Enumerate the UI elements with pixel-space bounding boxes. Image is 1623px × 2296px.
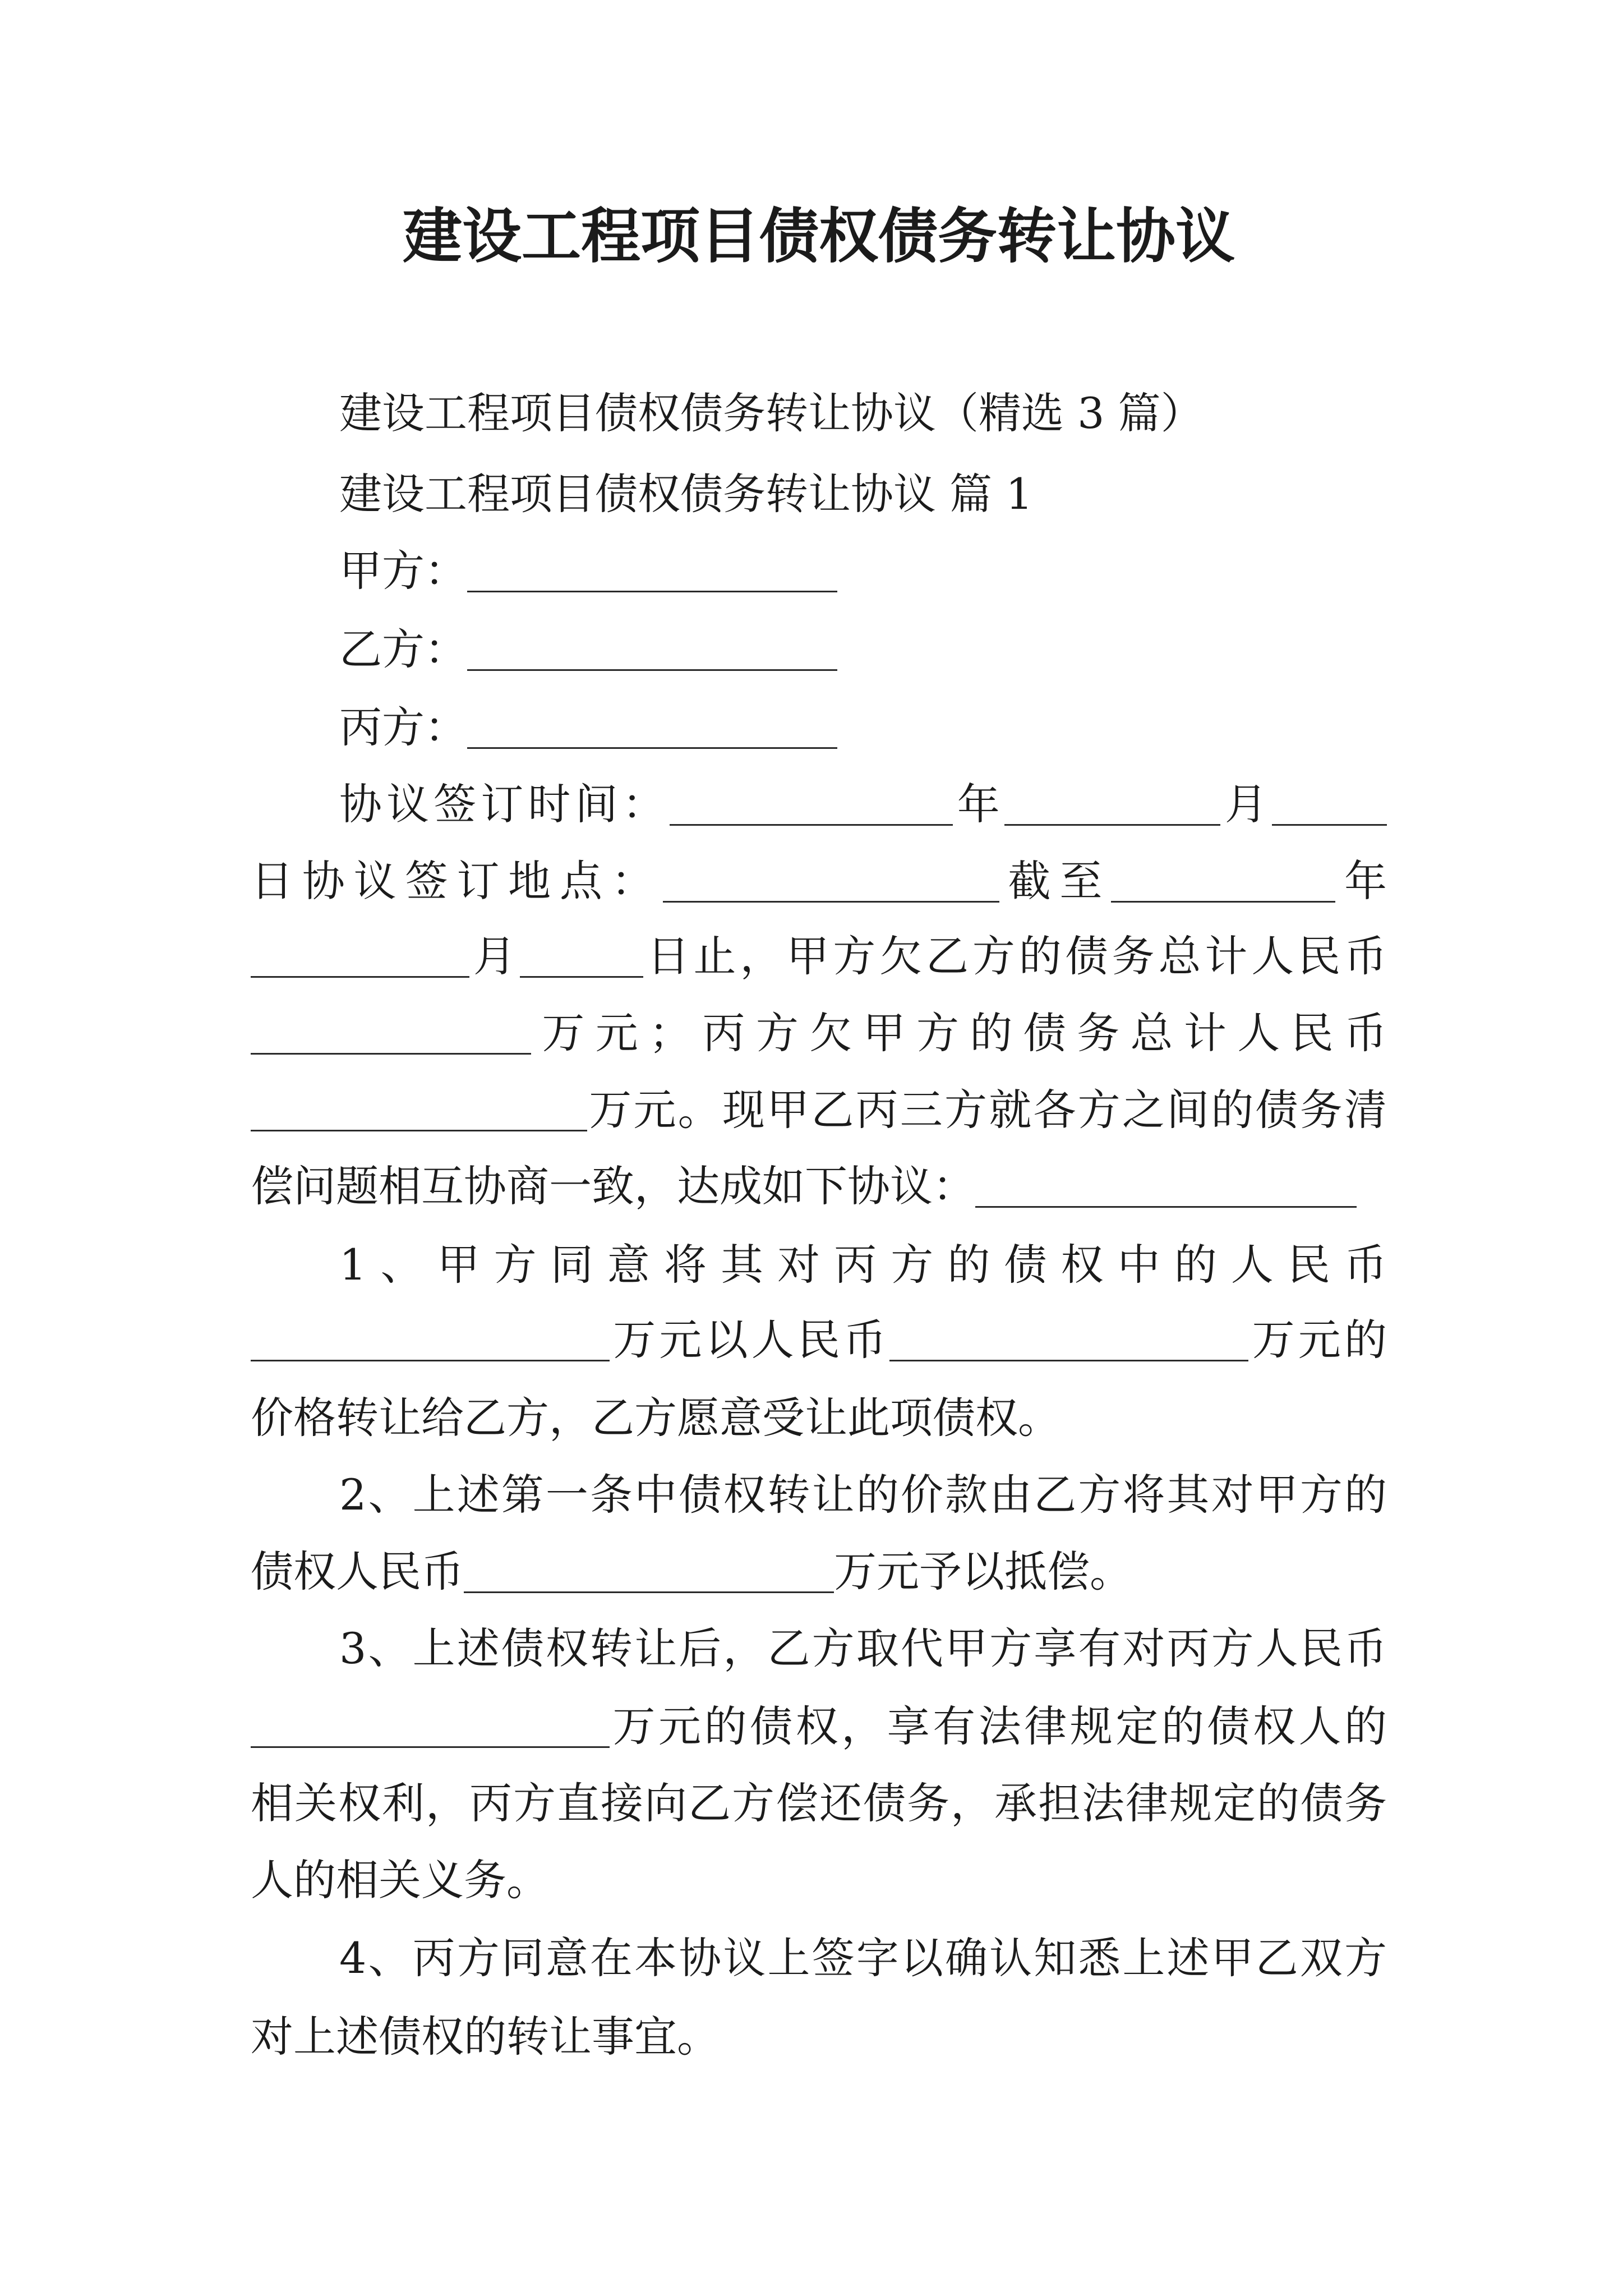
document-title: 建设工程项目债权债务转让协议 — [403, 201, 1235, 271]
debt-c-a-line — [251, 1005, 1387, 1061]
as-of-day-blank — [520, 937, 643, 978]
clause-3-line-2 — [251, 1699, 1387, 1755]
year-label: 年 — [952, 779, 1004, 829]
clause-1-price-blank — [889, 1320, 1248, 1361]
consensus-text-1: 万元。现甲乙丙三方就各方之间的债务清 — [587, 1085, 1387, 1135]
clause-2-line-1: 2、上述第一条中债权转让的价款由乙方将其对甲方的 — [339, 1470, 1387, 1520]
sign-time-line — [251, 776, 1387, 832]
clause-4-line-2: 对上述债权的转让事宜。 — [251, 2012, 720, 2062]
sign-day-blank — [1272, 785, 1387, 826]
clause-2-text-3: 万元予以抵偿。 — [834, 1547, 1132, 1596]
party-a-line — [251, 543, 1387, 599]
debt-a-to-b-amount-blank — [251, 1014, 531, 1055]
party-a-blank — [467, 551, 837, 592]
clause-1-text-2: 万元以人民币 — [610, 1315, 890, 1365]
clause-1-line-2 — [251, 1312, 1387, 1368]
consensus-text-2: 偿问题相互协商一致，达成如下协议： — [251, 1161, 975, 1211]
month-label: 月 — [1220, 779, 1272, 829]
clause-2-line-2 — [251, 1544, 1387, 1600]
sign-time-label: 协议签订时间： — [339, 779, 670, 829]
clause-1-claim-amount-blank — [251, 1320, 610, 1361]
party-c-blank — [467, 708, 837, 749]
sign-month-blank — [1004, 785, 1220, 826]
party-c-line — [251, 700, 1387, 756]
agreement-blank — [975, 1167, 1357, 1208]
sign-year-blank — [670, 785, 953, 826]
clause-3-line-4: 人的相关义务。 — [251, 1855, 549, 1905]
clause-3-text-2: 万元的债权，享有法律规定的债权人的 — [610, 1701, 1387, 1751]
as-of-label: 截至 — [999, 856, 1112, 906]
collection-title: 建设工程项目债权债务转让协议（精选 3 篇） — [339, 388, 1204, 438]
as-of-month-blank — [251, 937, 469, 978]
clause-3-line-3: 相关权利，丙方直接向乙方偿还债务，承担法律规定的债务 — [251, 1778, 1387, 1828]
consensus-line-1 — [251, 1082, 1387, 1138]
sign-place-line — [251, 853, 1387, 909]
clause-2-text-2: 债权人民币 — [251, 1547, 464, 1596]
clause-1-text-3: 万元的 — [1248, 1315, 1387, 1365]
debt-c-to-a-amount-blank — [251, 1091, 587, 1131]
clause-1-line-3: 价格转让给乙方，乙方愿意受让此项债权。 — [251, 1393, 1061, 1443]
day-and-place-label: 日协议签订地点： — [251, 856, 663, 906]
debt-a-to-b-text: 日止，甲方欠乙方的债务总计人民币 — [643, 931, 1387, 981]
party-c-label: 丙方： — [339, 702, 467, 752]
party-a-label: 甲方： — [339, 546, 467, 596]
clause-1-line-1: 1、甲方同意将其对丙方的债权中的人民币 — [339, 1240, 1387, 1290]
sign-place-blank — [663, 862, 999, 903]
year-2-label: 年 — [1335, 856, 1387, 906]
clause-3-amount-blank — [251, 1707, 610, 1748]
party-b-label: 乙方： — [339, 624, 467, 674]
party-b-line — [251, 622, 1387, 678]
debt-c-to-a-text: 万元；丙方欠甲方的债务总计人民币 — [531, 1008, 1387, 1058]
clause-3-line-1: 3、上述债权转让后，乙方取代甲方享有对丙方人民币 — [339, 1623, 1387, 1673]
consensus-line-2 — [251, 1158, 1387, 1214]
part-title: 建设工程项目债权债务转让协议 篇 1 — [339, 469, 1033, 519]
party-b-blank — [467, 630, 837, 671]
clause-2-amount-blank — [464, 1552, 834, 1593]
clause-4-line-1: 4、丙方同意在本协议上签字以确认知悉上述甲乙双方 — [339, 1933, 1387, 1983]
as-of-year-blank — [1111, 862, 1335, 903]
month-2-label: 月 — [469, 931, 520, 981]
debt-a-b-line — [251, 928, 1387, 984]
